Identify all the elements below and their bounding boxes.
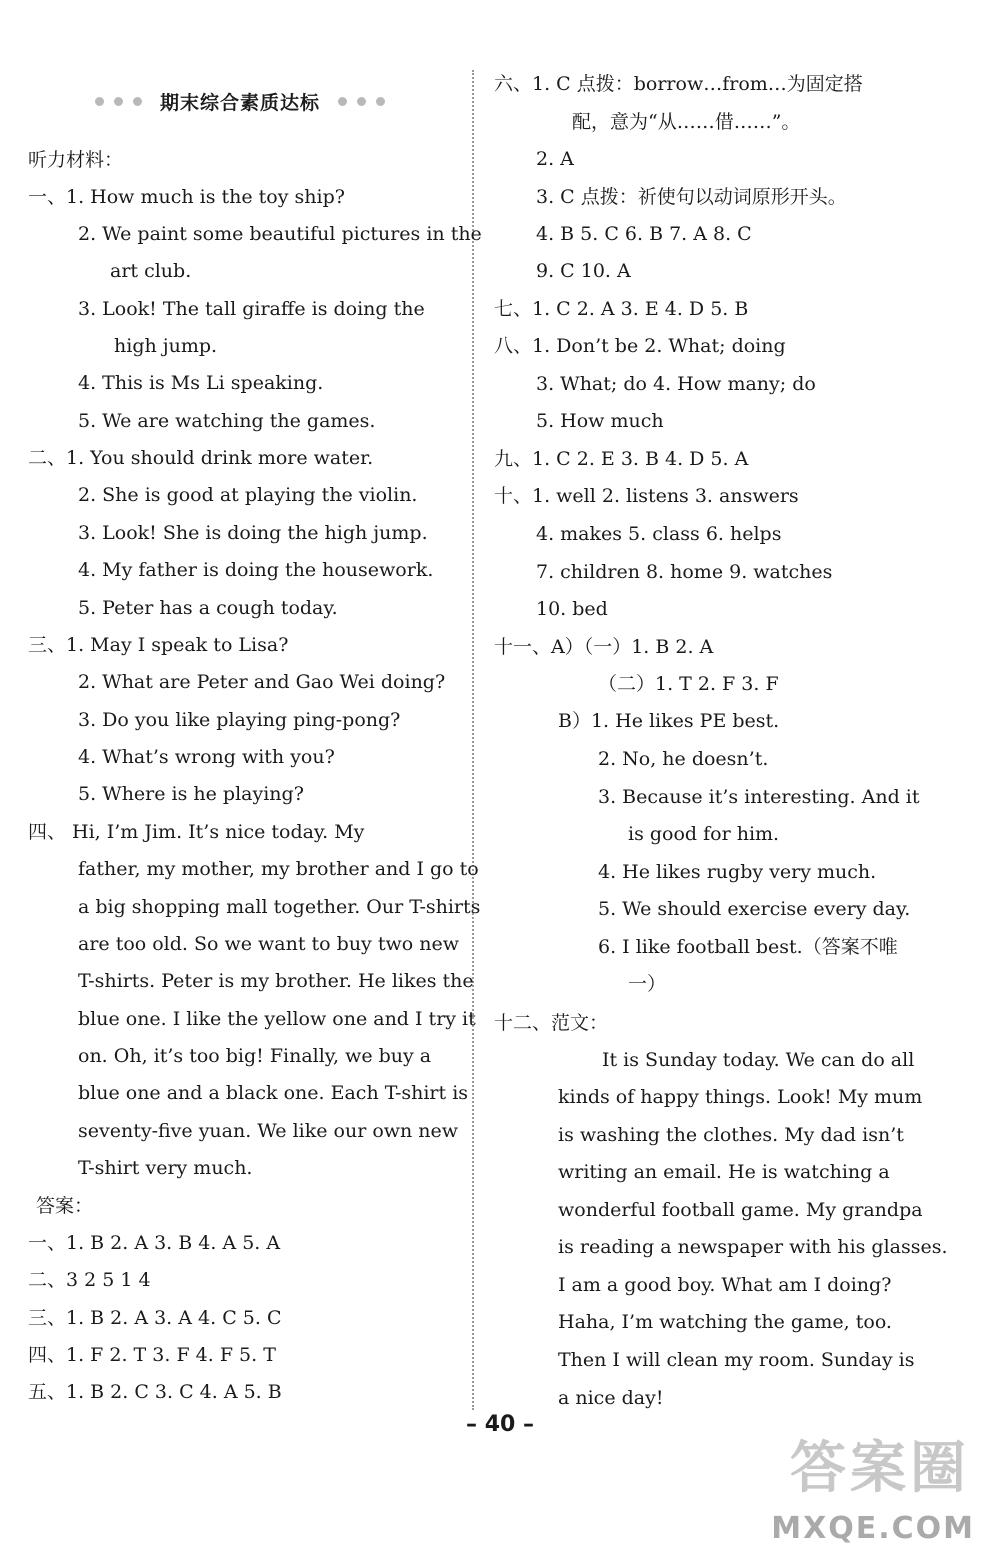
page-number: – 40 –	[466, 1412, 534, 1437]
text-line: 四、 Hi, I’m Jim. It’s nice today. My	[28, 821, 365, 843]
text-line: art club.	[110, 260, 192, 282]
text-line: 2. What are Peter and Gao Wei doing?	[78, 671, 446, 693]
text-line: blue one and a black one. Each T-shirt is	[78, 1082, 469, 1104]
text-line: It is Sunday today. We can do all	[602, 1049, 915, 1071]
text-line: a nice day!	[558, 1387, 664, 1409]
text-line: 十二、范文：	[494, 1012, 609, 1034]
decorative-dot	[133, 97, 142, 106]
text-line: 二、1. You should drink more water.	[28, 447, 374, 469]
text-line: 5. Peter has a cough today.	[78, 597, 338, 619]
text-line: 一、1. B 2. A 3. B 4. A 5. A	[28, 1232, 281, 1254]
decorative-dot	[338, 97, 347, 106]
text-line: 4. This is Ms Li speaking.	[78, 372, 324, 394]
text-line: 5. Where is he playing?	[78, 783, 304, 805]
text-line: 2. A	[536, 148, 574, 170]
text-line: 十一、A）（一）1. B 2. A	[494, 636, 714, 658]
text-line: 9. C 10. A	[536, 260, 631, 282]
text-line: 五、1. B 2. C 3. C 4. A 5. B	[28, 1381, 282, 1403]
text-line: 5. We are watching the games.	[78, 410, 376, 432]
text-line: 配，意为“从……借……”。	[572, 111, 801, 133]
column-divider	[472, 70, 474, 1410]
text-line: 八、1. Don’t be 2. What; doing	[494, 335, 786, 357]
text-line: is washing the clothes. My dad isn’t	[558, 1124, 904, 1146]
text-line: father, my mother, my brother and I go to	[78, 858, 479, 880]
text-line: 4. makes 5. class 6. helps	[536, 523, 782, 545]
watermark-url: MXQE.COM	[771, 1511, 975, 1546]
text-line: 3. Do you like playing ping-pong?	[78, 709, 401, 731]
text-line: is good for him.	[628, 823, 780, 845]
text-line: 七、1. C 2. A 3. E 4. D 5. B	[494, 298, 749, 320]
text-line: 3. C 点拨：祈使句以动词原形开头。	[536, 186, 847, 208]
text-line: 三、1. B 2. A 3. A 4. C 5. C	[28, 1307, 282, 1329]
text-line: 2. No, he doesn’t.	[598, 748, 769, 770]
text-line: 3. What; do 4. How many; do	[536, 373, 816, 395]
text-line: 4. What’s wrong with you?	[78, 746, 335, 768]
text-line: 六、1. C 点拨：borrow…from…为固定搭	[494, 73, 863, 95]
text-line: 6. I like football best.（答案不唯	[598, 936, 898, 958]
text-line: B）1. He likes PE best.	[558, 710, 780, 732]
text-line: 九、1. C 2. E 3. B 4. D 5. A	[494, 448, 749, 470]
decorative-dot	[357, 97, 366, 106]
section-header	[60, 88, 420, 115]
text-line: 2. We paint some beautiful pictures in the	[78, 223, 482, 245]
text-line: Then I will clean my room. Sunday is	[558, 1349, 915, 1371]
text-line: 一）	[628, 973, 667, 995]
text-line: 4. My father is doing the housework.	[78, 559, 434, 581]
watermark-logo: 答案圈	[790, 1436, 970, 1501]
text-line: 四、1. F 2. T 3. F 4. F 5. T	[28, 1344, 276, 1366]
text-line: I am a good boy. What am I doing?	[558, 1274, 892, 1296]
text-line: 一、1. How much is the toy ship?	[28, 186, 345, 208]
text-line: wonderful football game. My grandpa	[558, 1199, 923, 1221]
text-line: 4. B 5. C 6. B 7. A 8. C	[536, 223, 752, 245]
decorative-dot	[114, 97, 123, 106]
text-line: 答案：	[36, 1195, 94, 1217]
text-line: high jump.	[114, 335, 218, 357]
text-line: 三、1. May I speak to Lisa?	[28, 634, 289, 656]
decorative-dot	[95, 97, 104, 106]
text-line: a big shopping mall together. Our T-shirts	[78, 896, 481, 918]
text-line: on. Oh, it’s too big! Finally, we buy a	[78, 1045, 432, 1067]
text-line: 二、3 2 5 1 4	[28, 1269, 151, 1291]
text-line: 7. children 8. home 9. watches	[536, 561, 833, 583]
text-line: 3. Look! The tall giraffe is doing the	[78, 298, 425, 320]
text-line: T-shirts. Peter is my brother. He likes the	[78, 970, 474, 992]
text-line: 3. Look! She is doing the high jump.	[78, 522, 428, 544]
text-line: 3. Because it’s interesting. And it	[598, 786, 920, 808]
text-line: is reading a newspaper with his glasses.	[558, 1236, 948, 1258]
text-line: writing an email. He is watching a	[558, 1161, 890, 1183]
text-line: blue one. I like the yellow one and I try it	[78, 1008, 476, 1030]
text-line: 10. bed	[536, 598, 608, 620]
text-line: 5. How much	[536, 410, 664, 432]
text-line: 4. He likes rugby very much.	[598, 861, 877, 883]
text-line: 十、1. well 2. listens 3. answers	[494, 485, 799, 507]
text-line: are too old. So we want to buy two new	[78, 933, 459, 955]
text-line: 听力材料：	[28, 149, 124, 171]
decorative-dot	[376, 97, 385, 106]
text-line: kinds of happy things. Look! My mum	[558, 1086, 923, 1108]
text-line: 2. She is good at playing the violin.	[78, 484, 418, 506]
section-title: 期末综合素质达标	[159, 92, 320, 114]
text-line: T-shirt very much.	[78, 1157, 253, 1179]
text-line: Haha, I’m watching the game, too.	[558, 1311, 892, 1333]
text-line: seventy-five yuan. We like our own new	[78, 1120, 459, 1142]
text-line: （二）1. T 2. F 3. F	[598, 673, 779, 695]
text-line: 5. We should exercise every day.	[598, 898, 911, 920]
